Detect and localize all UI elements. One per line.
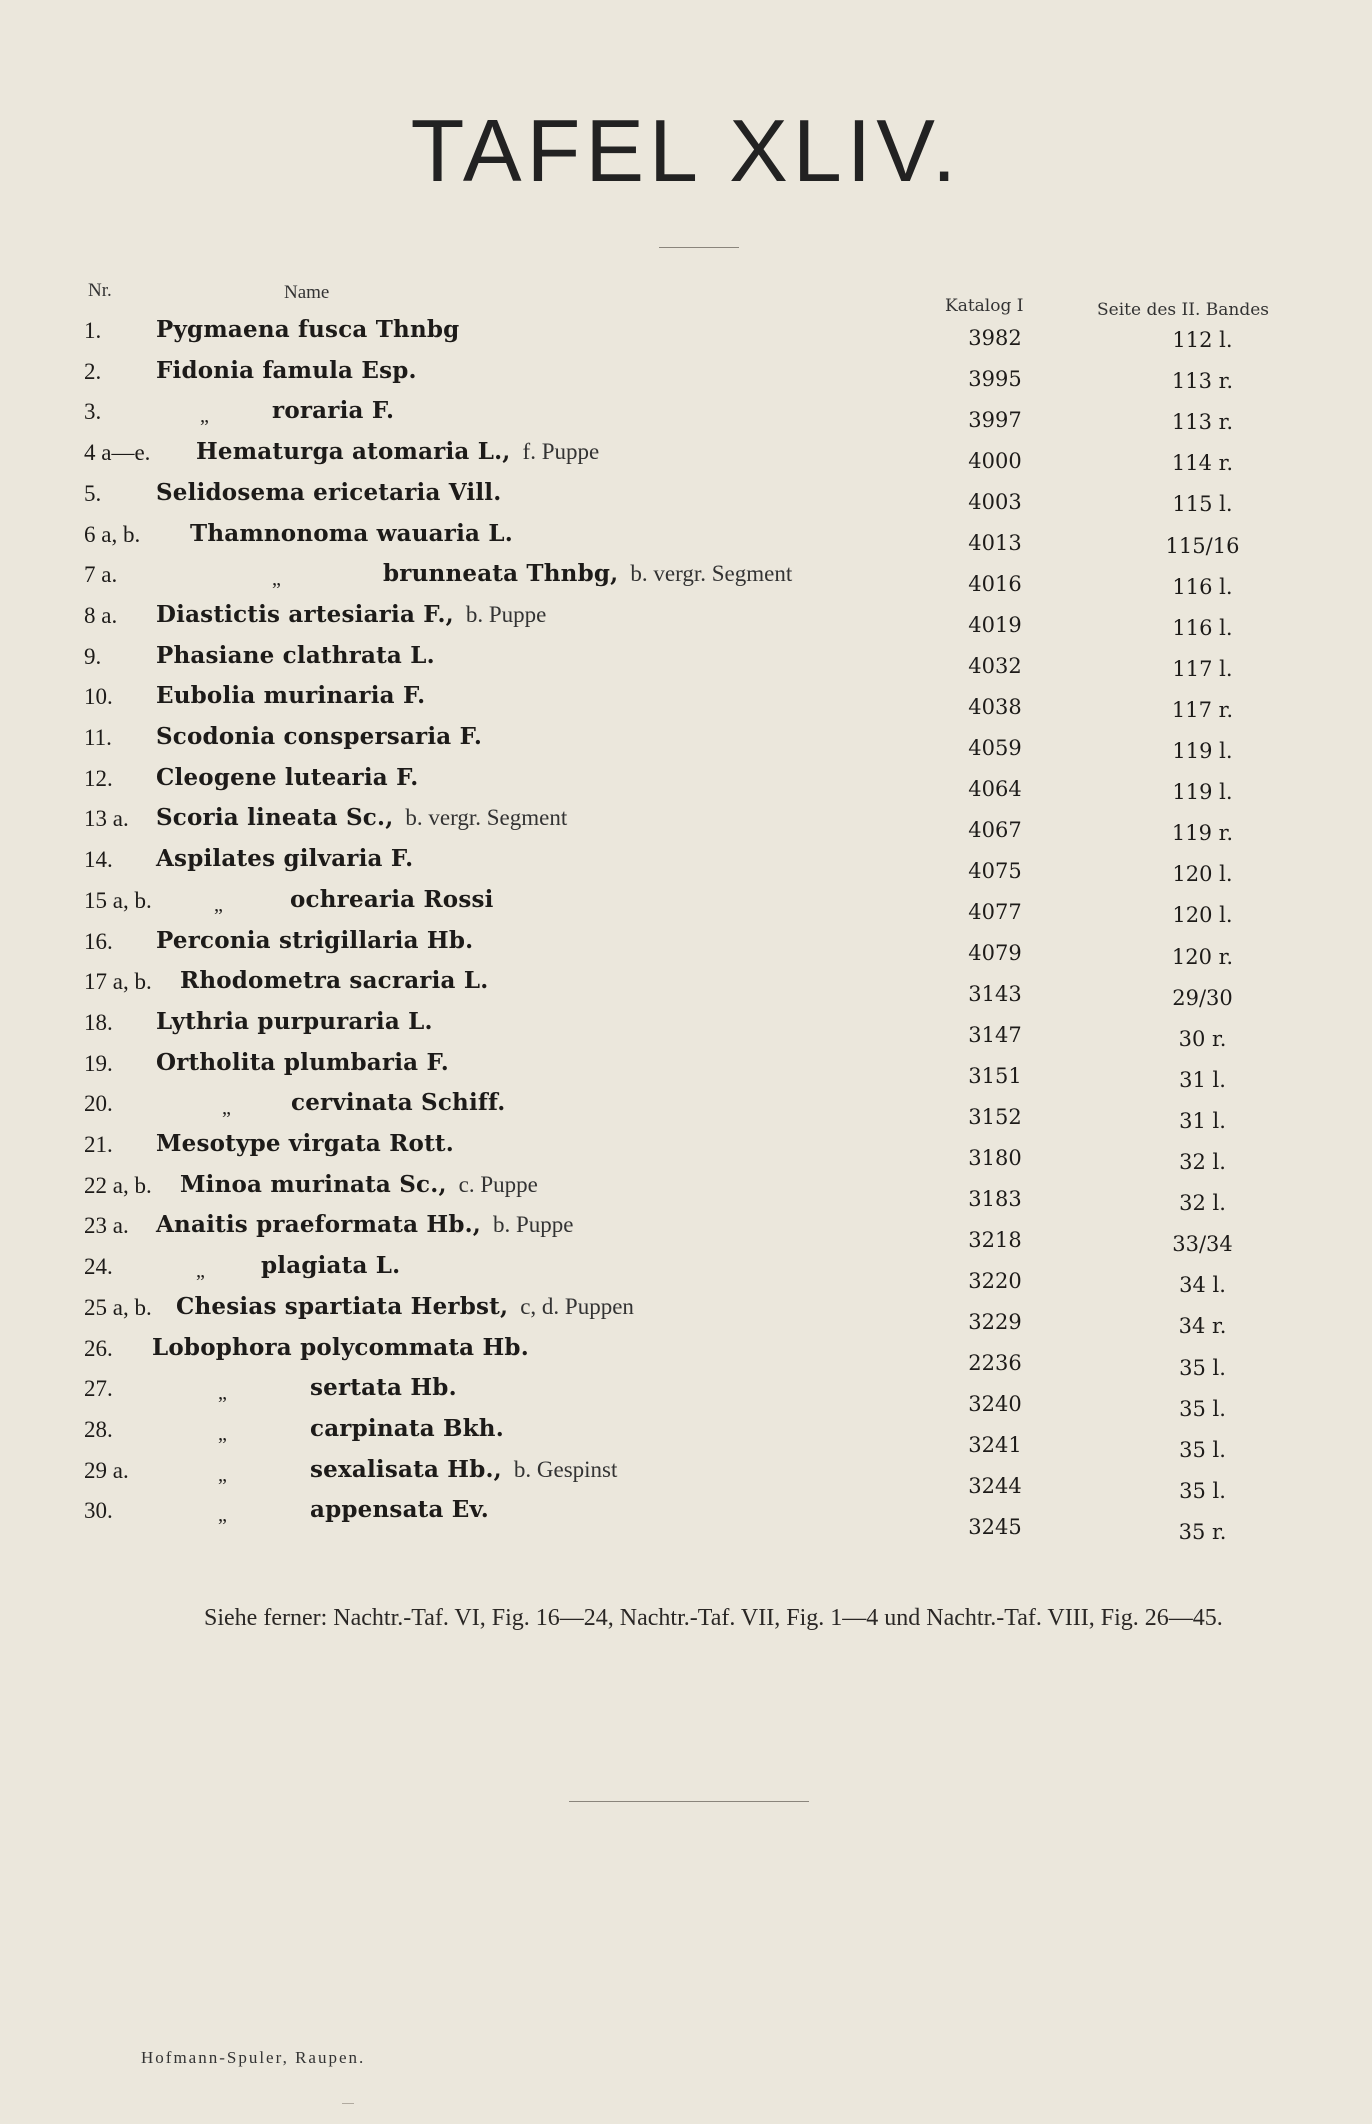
row-number: 17 a, b.: [84, 969, 152, 995]
species-name-cell: [156, 1049, 449, 1076]
row-number: 19.: [84, 1050, 113, 1076]
species-name: Mesotype virgata Rott.: [156, 1130, 454, 1157]
species-name-cell: [310, 1415, 504, 1442]
species-name-cell: [156, 764, 419, 791]
species-name-cell: [272, 397, 394, 424]
page-reference: 113 r.: [1171, 410, 1234, 435]
species-name: Lythria purpuraria L.: [156, 1007, 433, 1035]
species-name: carpinata Bkh.: [310, 1414, 504, 1442]
ditto-mark: „: [272, 568, 281, 591]
row-number: 23 a.: [84, 1213, 129, 1239]
row-number: 21.: [84, 1132, 113, 1157]
species-name: Aspilates gilvaria F.: [156, 845, 414, 873]
header-nr: Nr.: [88, 280, 112, 301]
page-mark: [342, 2103, 354, 2104]
table-row: [0, 1494, 1372, 1544]
species-name: Minoa murinata Sc.,: [180, 1170, 447, 1198]
figure-note: b. vergr. Segment: [405, 805, 568, 831]
ditto-mark: „: [218, 1504, 227, 1527]
katalog-number: 3151: [968, 1063, 1022, 1088]
katalog-number: 3152: [968, 1104, 1022, 1129]
bottom-divider: [569, 1801, 809, 1802]
table-row: [0, 640, 1372, 680]
row-number: 11.: [84, 725, 112, 750]
species-name-cell: [176, 1293, 634, 1320]
species-name: Chesias spartiata Herbst,: [176, 1292, 509, 1320]
page-reference: 34 l.: [1179, 1273, 1226, 1298]
species-name: Rhodometra sacraria L.: [180, 967, 489, 995]
species-name-cell: [156, 642, 435, 669]
table-row: [0, 395, 1372, 435]
species-name: cervinata Schiff.: [291, 1089, 506, 1117]
row-number: 5.: [84, 480, 102, 506]
table-row: [0, 314, 1372, 354]
species-name: Cleogene lutearia F.: [156, 763, 419, 791]
species-name-cell: [156, 1008, 433, 1035]
species-name-cell: [291, 1089, 505, 1116]
header-name: Name: [284, 282, 330, 303]
ditto-mark: „: [200, 405, 209, 428]
title-divider: [659, 247, 739, 248]
katalog-number: 3997: [968, 407, 1022, 432]
species-name: Pygmaena fusca Thnbg: [156, 316, 460, 343]
species-name: Scodonia conspersaria F.: [156, 723, 483, 750]
row-number: 15 a, b.: [84, 887, 152, 913]
species-name-cell: [261, 1252, 400, 1279]
species-name: appensata Ev.: [310, 1496, 489, 1524]
table-row: [0, 1332, 1372, 1380]
species-name-cell: [383, 560, 792, 587]
table-row: [0, 1087, 1372, 1133]
ditto-mark: „: [218, 1463, 227, 1486]
row-number: 27.: [84, 1376, 113, 1402]
species-name-cell: [152, 1334, 529, 1361]
page-reference: 35 l.: [1179, 1396, 1226, 1421]
figure-note: f. Puppe: [522, 439, 600, 465]
header-katalog: Katalog I: [945, 296, 1024, 316]
ditto-mark: „: [218, 1422, 227, 1445]
row-number: 25 a, b.: [84, 1294, 152, 1320]
katalog-number: 3180: [968, 1146, 1022, 1170]
table-row: [0, 1209, 1372, 1257]
katalog-number: 4067: [968, 817, 1022, 842]
plate-title: TAFEL XLIV.: [410, 101, 962, 200]
species-name: brunneata Thnbg,: [383, 560, 619, 588]
katalog-number: 3218: [968, 1227, 1022, 1252]
katalog-number: 4000: [968, 448, 1022, 473]
page-reference: 120 l.: [1172, 862, 1233, 887]
page-reference: 35 l.: [1179, 1355, 1226, 1380]
table-row: [0, 802, 1372, 846]
figure-note: b. Gespinst: [513, 1456, 618, 1482]
row-number: 28.: [84, 1416, 113, 1442]
ditto-mark: „: [214, 893, 223, 916]
table-row: [0, 680, 1372, 720]
page-reference: 119 l.: [1172, 739, 1233, 763]
katalog-number: 3220: [968, 1268, 1022, 1293]
ditto-mark: „: [222, 1097, 231, 1120]
table-row: [0, 477, 1372, 517]
katalog-number: 3147: [968, 1022, 1022, 1047]
species-name: Ortholita plumbaria F.: [156, 1048, 449, 1076]
header-seite: Seite des II. Bandes: [1097, 300, 1269, 320]
figure-note: b. Puppe: [493, 1212, 574, 1238]
table-row: [0, 884, 1372, 928]
table-row: [0, 1291, 1372, 1339]
species-name: Scoria lineata Sc.,: [156, 804, 394, 832]
page-reference: 113 r.: [1171, 369, 1234, 394]
row-number: 18.: [84, 1009, 113, 1035]
table-row: [0, 1169, 1372, 1216]
table-row: [0, 1250, 1372, 1298]
species-name-cell: [156, 723, 482, 750]
species-name: Thamnonoma wauaria L.: [190, 519, 513, 547]
page-reference: 35 r.: [1178, 1519, 1227, 1544]
page-reference: 114 r.: [1171, 451, 1234, 476]
page-reference: 30 r.: [1178, 1026, 1227, 1051]
table-row: [0, 355, 1372, 395]
table-row: [0, 1047, 1372, 1092]
figure-note: c. Puppe: [458, 1171, 538, 1197]
katalog-number: 4075: [968, 858, 1022, 883]
row-number: 6 a, b.: [84, 521, 141, 547]
species-name-cell: [290, 886, 494, 913]
page-reference: 116 l.: [1172, 615, 1233, 640]
katalog-number: 3240: [968, 1391, 1022, 1416]
footnote: Siehe ferner: Nachtr.-Taf. VI, Fig. 16—24, Nachtr.-Taf. VII, Fig. 1—4 und Nachtr.-Taf. VIII, Fig. 26—45.: [204, 1605, 1223, 1631]
ditto-mark: „: [196, 1260, 205, 1283]
katalog-number: 4019: [968, 612, 1022, 637]
page-reference: 31 l.: [1179, 1067, 1226, 1092]
row-number: 14.: [84, 847, 113, 873]
table-row: [0, 436, 1372, 476]
katalog-number: 3241: [968, 1432, 1022, 1457]
table-row: [0, 1413, 1372, 1462]
table-row: [0, 558, 1372, 598]
page-reference: 117 r.: [1171, 697, 1234, 722]
katalog-number: 4059: [968, 736, 1022, 760]
katalog-number: 4013: [968, 531, 1022, 555]
table-row: [0, 599, 1372, 639]
species-name-cell: [156, 804, 567, 831]
table-row: [0, 925, 1372, 969]
table-row: [0, 1454, 1372, 1503]
page-reference: 115/16: [1165, 533, 1240, 558]
row-number: 29 a.: [84, 1457, 129, 1483]
row-number: 8 a.: [84, 602, 118, 628]
page-reference: 116 l.: [1172, 574, 1233, 599]
table-row: [0, 518, 1372, 558]
species-name-cell: [310, 1496, 489, 1523]
katalog-number: 4077: [968, 899, 1022, 924]
species-name: Lobophora polycommata Hb.: [152, 1333, 529, 1361]
table-row: [0, 1372, 1372, 1421]
species-name-cell: [180, 1171, 538, 1198]
page-reference: 119 r.: [1171, 821, 1234, 846]
row-number: 22 a, b.: [84, 1172, 152, 1198]
katalog-number: 2236: [968, 1351, 1022, 1375]
species-name: Anaitis praeformata Hb.,: [156, 1211, 482, 1239]
row-number: 24.: [84, 1254, 113, 1280]
katalog-number: 4079: [968, 941, 1022, 965]
row-number: 3.: [84, 399, 102, 425]
row-number: 30.: [84, 1498, 113, 1524]
figure-note: b. vergr. Segment: [630, 561, 793, 587]
species-name-cell: [156, 845, 413, 872]
species-name-cell: [156, 601, 546, 628]
ditto-mark: „: [218, 1382, 227, 1405]
katalog-number: 3982: [968, 326, 1022, 350]
table-row: [0, 1006, 1372, 1051]
species-name: plagiata L.: [261, 1252, 401, 1280]
row-number: 10.: [84, 684, 113, 710]
species-name-cell: [310, 1374, 457, 1401]
page-reference: 117 l.: [1172, 656, 1233, 681]
species-name-cell: [156, 927, 473, 954]
katalog-number: 3183: [968, 1186, 1022, 1211]
species-name: roraria F.: [272, 397, 395, 425]
species-name: Selidosema ericetaria Vill.: [156, 478, 502, 506]
table-row: [0, 843, 1372, 887]
page-reference: 120 l.: [1172, 903, 1233, 928]
page-reference: 33/34: [1172, 1232, 1233, 1257]
table-row: [0, 762, 1372, 805]
page-reference: 115 l.: [1172, 492, 1233, 517]
katalog-number: 4064: [968, 776, 1022, 801]
page-reference: 120 r.: [1171, 944, 1234, 969]
page-reference: 29/30: [1172, 985, 1233, 1010]
row-number: 9.: [84, 643, 102, 669]
species-name: sexalisata Hb.,: [310, 1455, 502, 1483]
katalog-number: 4003: [968, 489, 1022, 514]
species-name-cell: [156, 682, 425, 709]
species-name: Eubolia murinaria F.: [156, 682, 426, 710]
row-number: 26.: [84, 1335, 113, 1361]
katalog-number: 3143: [968, 981, 1022, 1006]
row-number: 16.: [84, 928, 113, 954]
species-name-cell: [156, 316, 459, 343]
row-number: 4 a—e.: [84, 440, 151, 466]
table-row: [0, 1128, 1372, 1174]
katalog-number: 4032: [968, 653, 1022, 678]
table-row: [0, 721, 1372, 761]
page-reference: 31 l.: [1179, 1108, 1226, 1133]
row-number: 7 a.: [84, 562, 118, 588]
row-number: 13 a.: [84, 806, 129, 832]
page-reference: 34 r.: [1178, 1314, 1227, 1339]
table-row: [0, 965, 1372, 1010]
page-reference: 112 l.: [1172, 328, 1233, 352]
species-name: Fidonia famula Esp.: [156, 356, 417, 384]
species-name-cell: [156, 479, 501, 506]
species-name-cell: [156, 1130, 454, 1157]
figure-note: c, d. Puppen: [520, 1293, 634, 1319]
katalog-number: 3244: [968, 1473, 1022, 1498]
species-name-cell: [190, 520, 513, 547]
page-reference: 32 l.: [1179, 1150, 1226, 1174]
katalog-number: 3995: [968, 366, 1022, 391]
species-name: Phasiane clathrata L.: [156, 641, 435, 669]
species-name: ochrearia Rossi: [290, 885, 494, 913]
species-name: sertata Hb.: [310, 1374, 457, 1402]
imprint: Hofmann-Spuler, Raupen.: [141, 2048, 366, 2067]
species-name-cell: [196, 438, 599, 465]
katalog-number: 3245: [968, 1514, 1022, 1539]
species-name: Diastictis artesiaria F.,: [156, 600, 454, 628]
species-name-cell: [310, 1456, 617, 1483]
species-name: Perconia strigillaria Hb.: [156, 926, 474, 954]
katalog-number: 4038: [968, 694, 1022, 719]
page-reference: 35 l.: [1179, 1437, 1226, 1462]
katalog-number: 3229: [968, 1309, 1022, 1334]
page-reference: 32 l.: [1179, 1191, 1226, 1216]
species-name-cell: [180, 967, 488, 994]
species-name-cell: [156, 357, 417, 384]
figure-note: b. Puppe: [465, 601, 547, 627]
species-name-cell: [156, 1211, 574, 1238]
row-number: 20.: [84, 1091, 113, 1117]
species-name: Hematurga atomaria L.,: [196, 438, 511, 466]
row-number: 12.: [84, 765, 113, 791]
page-reference: 119 l.: [1172, 780, 1233, 805]
page-reference: 35 l.: [1179, 1478, 1226, 1503]
row-number: 1.: [84, 318, 102, 343]
katalog-number: 4016: [968, 571, 1022, 596]
row-number: 2.: [84, 358, 102, 384]
